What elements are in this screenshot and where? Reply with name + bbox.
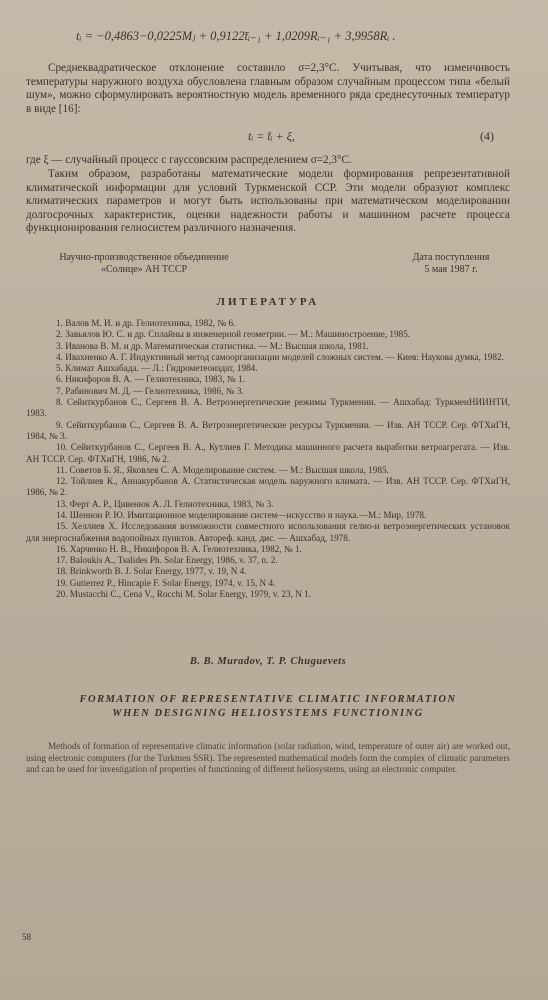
english-abstract: Methods of formation of representative climatic information (solar radiation, wind, temperature of outer air) are worked out, using electronic computers (for the Turkmen SSR). The represented mathematical models form the complex of climatic parameters and can be used for investigation of properties of functioning of different heliosystems, using an electronic computer.: [26, 741, 510, 774]
reference-item: 10. Сейиткурбанов С., Сергеев В. А., Кутлиев Г. Методика машинного расчета выработки ветроагрегата. — Изв. АН ТССР. Сер. ФТХиГН, 1986, № 2.: [26, 442, 510, 464]
reference-item: 14. Шеннон Р. Ю. Имитационное моделирование систем—искусство и наука.—М.: Мир, 1978.: [56, 509, 427, 520]
equation-4: [26, 124, 510, 150]
received-label: Дата поступления: [412, 251, 490, 263]
reference-item: 3. Иванова В. М. и др. Математическая статистика. — М.: Высшая школа, 1981.: [56, 340, 369, 351]
reference-item: 16. Харченко Н. В., Никифоров В. А. Гелиотехника, 1982, № 1.: [56, 543, 302, 554]
reference-item: 8. Сейиткурбанов С., Сергеев В. А. Ветроэнергетические режимы Туркмении. — Ашхабад: ТуркменНИИНТИ, 1983.: [26, 397, 510, 419]
english-title-line-2: WHEN DESIGNING HELIOSYSTEMS FUNCTIONING: [112, 708, 424, 720]
english-title-line-1: FORMATION OF REPRESENTATIVE CLIMATIC INFORMATION: [79, 694, 457, 706]
organization-line-2: «Солнце» АН ТССР: [100, 263, 188, 275]
reference-item: 12. Тойлиев К., Аннакурбанов А. Статистическая модель наружного климата. — Изв. АН ТССР. Сер. ФТХиГН, 1986, № 2.: [26, 476, 510, 498]
received-date: [396, 252, 506, 276]
affiliation-block: [26, 252, 510, 282]
page-number: 58: [22, 932, 31, 942]
reference-item: 17. Baloukis A., Tsalides Ph. Solar Energy, 1986, v. 37, n. 2.: [56, 555, 278, 566]
intro-paragraph: Среднеквадратическое отклонение составило σ=2,3°С. Учитывая, что изменчивость температуры наружного воздуха обусловлена главным образом случайным процессом типа «белый шум», можно сформулировать вероятностную модель временного ряда среднесуточных температур в виде [16]:: [26, 62, 510, 115]
english-title: [26, 693, 510, 721]
regression-formula: tᵢ = −0,4863−0,0225Mⱼ + 0,9122t̄ᵢ₋₁ + 1,0209Rᵢ₋₁ + 3,9958Rᵢ .: [76, 29, 396, 43]
reference-item: 7. Рабинович М. Д. — Гелиотехника, 1986, № 3.: [56, 385, 244, 396]
reference-item: 9. Сейиткурбанов С., Сергеев В. А. Ветроэнергетические ресурсы Туркмении. — Изв. АН ТССР. Сер. ФТХиГН, 1984, № 3.: [26, 419, 510, 441]
equation-number: (4): [480, 129, 494, 144]
conclusion-paragraph: Таким образом, разработаны математические модели формирования репрезентативной климатической информации для условий Туркменской ССР. Эти модели образуют комплекс климатических параметров и могут быть использованы при математическом моделировании долгосрочных характеристик, оценки надежности работы и машинном расчете процесса функционирования гелиосистем различного назначения.: [26, 167, 510, 235]
english-authors: B. B. Muradov, T. P. Chuguevets: [189, 656, 347, 668]
reference-item: 4. Ивахненко А. Г. Индуктивный метод самоорганизации моделей сложных систем. — Киев: Наукова думка, 1982.: [56, 351, 504, 362]
organization-line-1: Научно-производственное объединение: [59, 251, 229, 263]
reference-item: 20. Mustacchi C., Cena V., Rocchi M. Solar Energy, 1979, v. 23, N 1.: [56, 589, 312, 600]
organization: [34, 252, 254, 276]
after-equation-text: где ξ — случайный процесс с гауссовским распределением σ=2,3°С.: [26, 154, 352, 167]
reference-item: 1. Валов М. И. и др. Гелиотехника, 1982, № 6.: [56, 317, 236, 328]
literature-heading: ЛИТЕРАТУРА: [216, 295, 320, 308]
reference-item: 19. Gutierrez P., Hincapie F. Solar Energy, 1974, v. 15, N 4.: [56, 577, 276, 588]
reference-item: 13. Ферт А. Р., Цивенюк А. Л. Гелиотехника, 1983, № 3.: [56, 498, 274, 509]
reference-item: 15. Хеллиев Х. Исследования возможности совместного использования гелио-и ветроэнергетических установок для энергоснабжения водопойных пунктов. Автореф. канд. дис. — Ашхабад, 1978.: [26, 521, 510, 543]
reference-item: 11. Советов Б. Я., Яковлев С. А. Моделирование систем. — М.: Высшая школа, 1985.: [56, 464, 389, 475]
reference-item: 6. Никифоров В. А. — Гелиотехника, 1983, № 1.: [56, 374, 245, 385]
equation-text: tᵢ = t̄ᵢ + ξ,: [248, 129, 295, 144]
reference-item: 5. Климат Ашхабада. — Л.: Гидрометеоиздат, 1984.: [56, 363, 258, 374]
received-value: 5 мая 1987 г.: [424, 263, 478, 275]
reference-item: 2. Завьялов Ю. С. и др. Сплайны в инженерной геометрии. — М.: Машиностроение, 1985.: [56, 329, 411, 340]
reference-list: [26, 318, 510, 600]
reference-item: 18. Brinkworth B. J. Solar Energy, 1977, v. 19, N 4.: [56, 566, 247, 577]
